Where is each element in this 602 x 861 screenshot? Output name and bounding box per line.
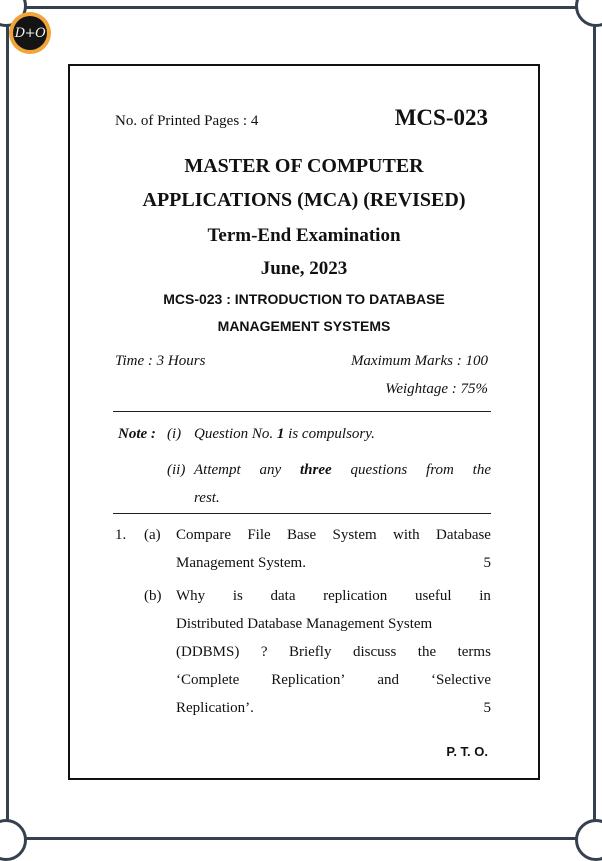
word: and: [377, 672, 400, 688]
word: Why: [176, 588, 206, 604]
word-emphasis: three: [300, 462, 332, 478]
maximum-marks: Maximum Marks : 100: [350, 353, 488, 369]
course-title-line2: MANAGEMENT SYSTEMS: [217, 318, 391, 334]
question-number: 1.: [115, 527, 127, 543]
question-line: [176, 555, 491, 572]
exam-title: Term-End Examination: [207, 225, 401, 246]
word: Replication’: [271, 672, 346, 688]
note-text: Question No.: [194, 426, 274, 442]
word: discuss: [352, 644, 397, 660]
divider-bottom: [113, 513, 491, 514]
word: System: [332, 527, 377, 543]
question-line: [176, 616, 491, 633]
note-text: is compulsory.: [288, 426, 375, 442]
divider-top: [113, 411, 491, 412]
question-line: [176, 700, 491, 717]
word: replication: [323, 588, 388, 604]
logo-icon: [9, 12, 51, 54]
word: ?: [260, 644, 268, 660]
corner-ornament-bottom-right: [575, 819, 602, 861]
word: Base: [286, 527, 317, 543]
exam-date: June, 2023: [260, 258, 348, 279]
word: Attempt: [194, 462, 241, 478]
question-part-label: (b): [144, 588, 162, 604]
note-item-text: [194, 426, 375, 443]
corner-ornament-bottom-left: [0, 819, 27, 861]
word: is: [232, 588, 243, 604]
note-item-number: (ii): [167, 462, 186, 478]
word: the: [417, 644, 437, 660]
word: in: [479, 588, 491, 604]
programme-title-line2: APPLICATIONS (MCA) (REVISED): [142, 189, 466, 211]
question-text: Distributed Database Management System: [176, 616, 433, 632]
logo-text: D+O: [13, 16, 47, 50]
word: terms: [457, 644, 491, 660]
word: Briefly: [288, 644, 332, 660]
weightage: Weightage : 75%: [385, 381, 488, 397]
word: from: [426, 462, 454, 478]
word: File: [247, 527, 271, 543]
question-marks: 5: [483, 555, 491, 571]
word: any: [259, 462, 282, 478]
time-allowed: Time : 3 Hours: [115, 353, 206, 369]
question-text: Replication’.: [176, 700, 254, 716]
question-line: [176, 672, 491, 689]
question-line: [176, 588, 491, 605]
question-line: [176, 644, 491, 661]
programme-title-line1: MASTER OF COMPUTER: [184, 155, 424, 177]
word: (DDBMS): [176, 644, 240, 660]
corner-ornament-top-right: [575, 0, 602, 27]
word: Compare: [176, 527, 231, 543]
word: ‘Complete: [176, 672, 240, 688]
question-line: [176, 527, 491, 544]
note-item-text-continued: rest.: [194, 490, 220, 506]
word: with: [393, 527, 420, 543]
printed-pages: No. of Printed Pages : 4: [115, 113, 259, 129]
question-marks: 5: [483, 700, 491, 716]
course-code: MCS-023: [394, 105, 488, 130]
question-paper: [68, 64, 540, 780]
word: useful: [414, 588, 452, 604]
word: Database: [436, 527, 491, 543]
word: ‘Selective: [431, 672, 491, 688]
please-turn-over: P. T. O.: [446, 744, 488, 759]
word: questions: [350, 462, 408, 478]
note-item-number: (i): [167, 426, 182, 442]
note-emphasis: 1: [276, 426, 285, 442]
question-part-label: (a): [144, 527, 161, 543]
course-title-line1: MCS-023 : INTRODUCTION TO DATABASE: [163, 291, 445, 307]
note-item-text: [194, 462, 491, 479]
word: the: [472, 462, 491, 478]
note-label: Note :: [118, 426, 156, 442]
word: data: [270, 588, 296, 604]
question-text: Management System.: [176, 555, 306, 571]
